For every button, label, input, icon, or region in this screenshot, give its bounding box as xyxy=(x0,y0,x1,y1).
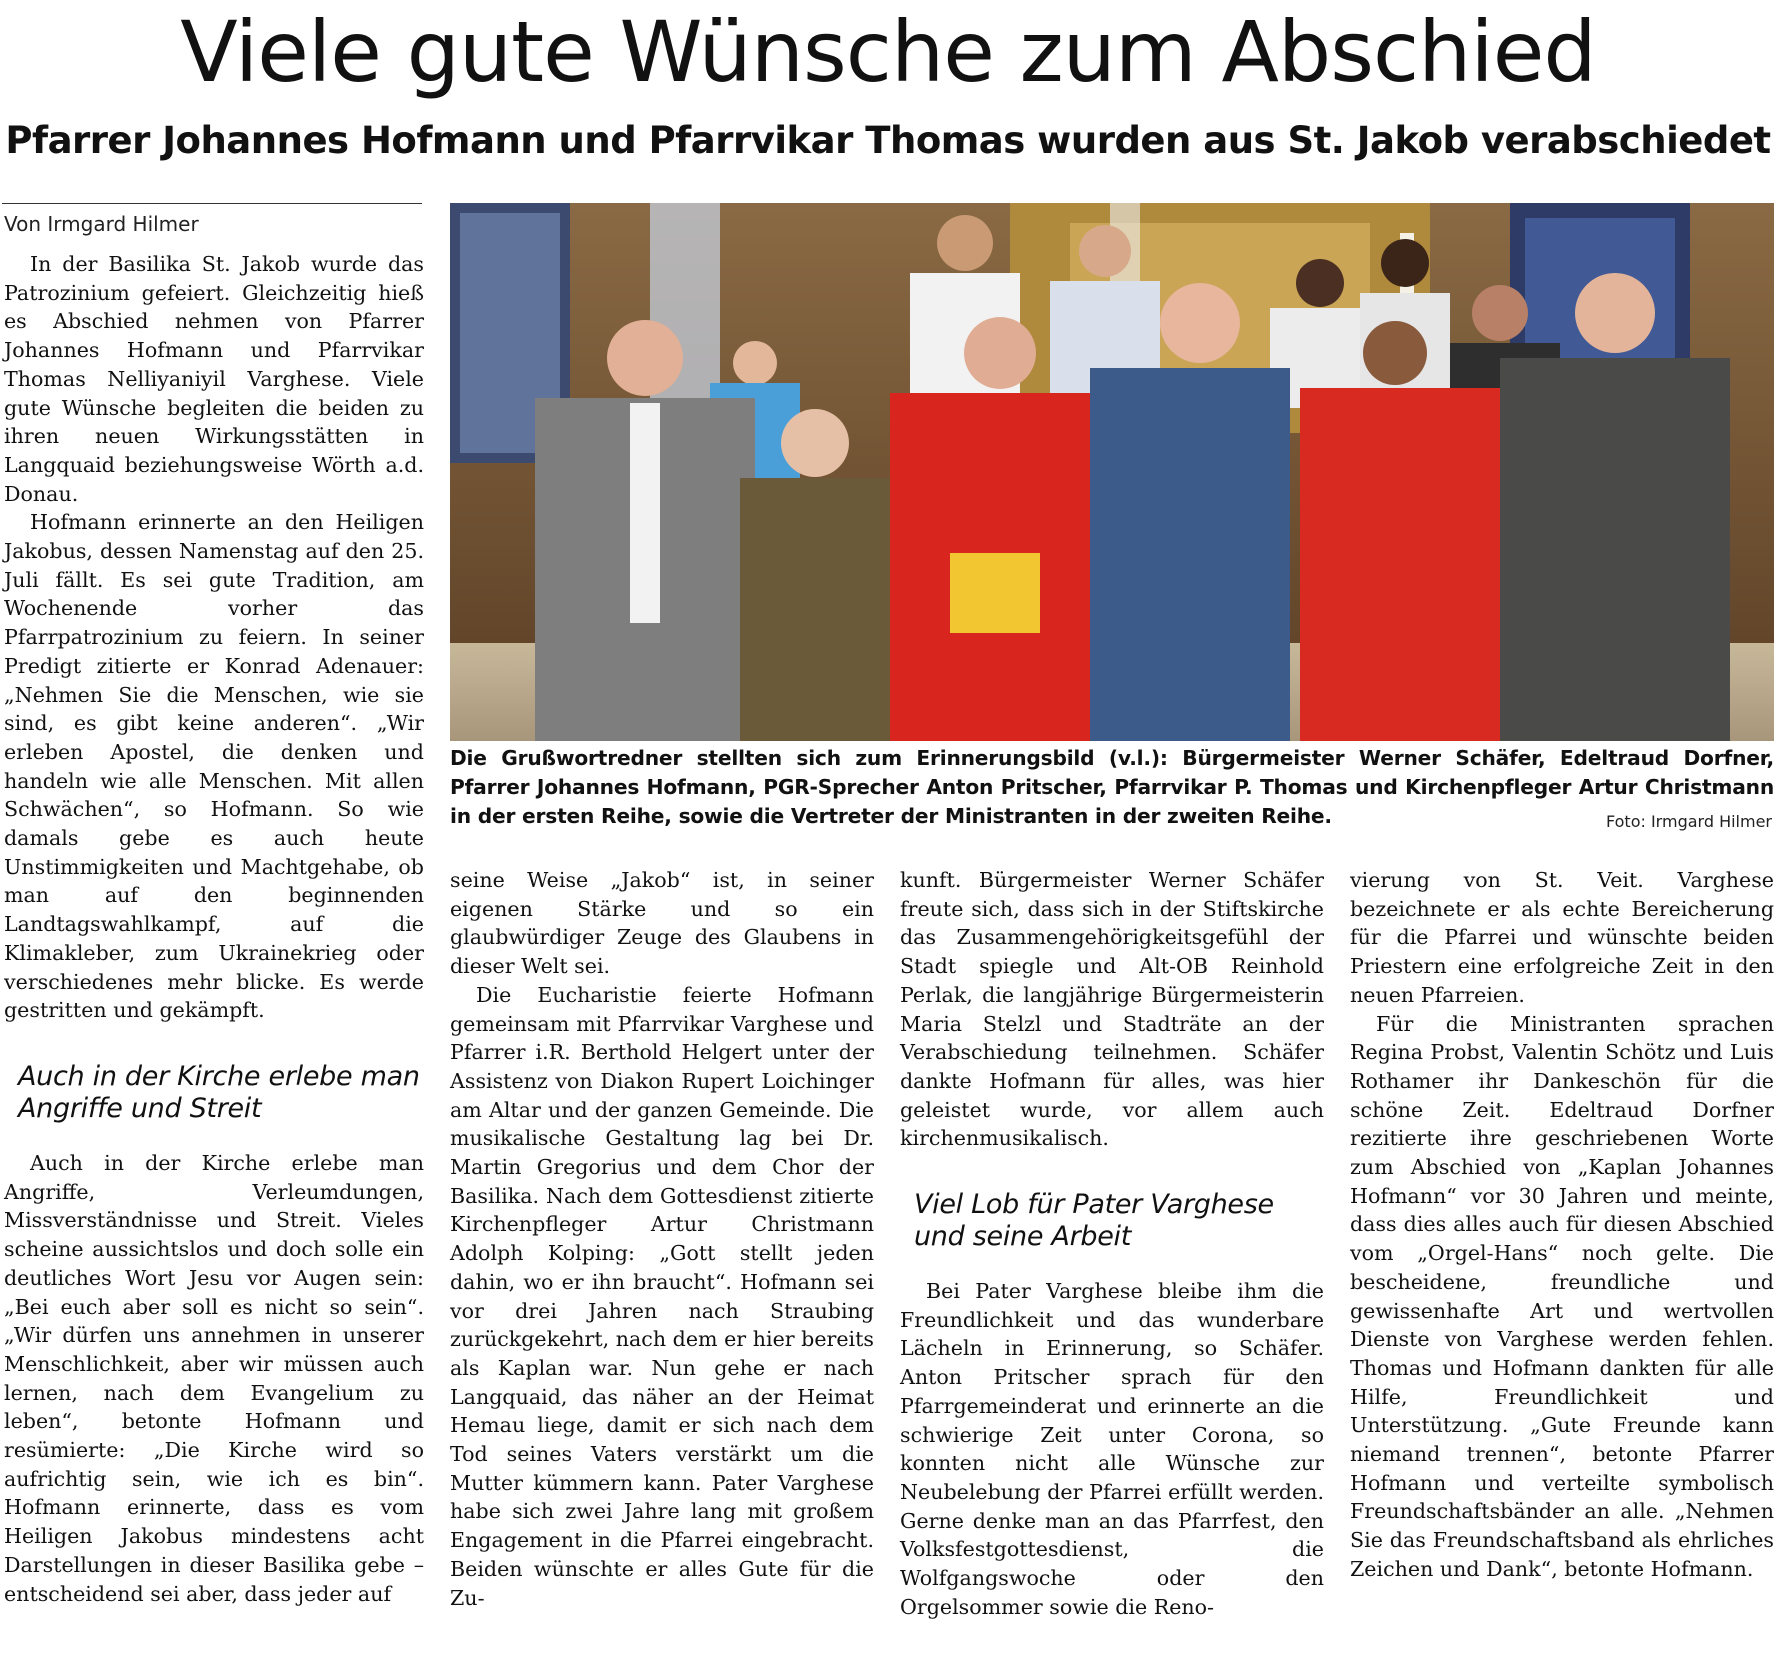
article-column-1 xyxy=(4,250,424,1608)
subheadline: Pfarrer Johannes Hofmann und Pfarrvikar Thomas wurden aus St. Jakob verabschiedet xyxy=(5,119,1771,162)
paragraph: Für die Ministranten sprachen Regina Probst, Valentin Schötz und Luis Rothamer ihr Dankeschön für die schöne Zeit. Edeltraud Dorfner rezitierte ihre geschriebenen Worte zum Abschied von „Kaplan Johannes Hofmann“ vor 30 Jahren und meinte, dass dies alles auch für diesen Abschied vom „Orgel-Hans“ noch gelte. Die bescheidene, freundliche und gewissenhafte Art und wertvollen Dienste von Varghese werden fehlen. Thomas und Hofmann dankten für alle Hilfe, Freundlichkeit und Unterstützung. „Gute Freunde kann niemand trennen“, betonte Pfarrer Hofmann und verteilte symbolisch Freundschaftsbänder an alle. „Nehmen Sie das Freundschaftsband als ehrliches Zeichen und Dank“, betonte Hofmann. xyxy=(1350,1011,1774,1581)
group-photo xyxy=(450,203,1774,741)
paragraph: In der Basilika St. Jakob wurde das Patrozinium gefeiert. Gleichzeitig hieß es Abschied nehmen von Pfarrer Johannes Hofmann und Pfarrvikar Thomas Nelliyaniyil Varghese. Viele gute Wünsche begleiten die beiden zu ihren neuen Wirkungsstätten in Langquaid beziehungsweise Wörth a.d. Donau. xyxy=(4,252,424,506)
article-column-2 xyxy=(450,866,874,1612)
paragraph: seine Weise „Jakob“ ist, in seiner eigenen Stärke und so ein glaubwürdiger Zeuge des Glaubens in dieser Welt sei. xyxy=(450,868,874,979)
paragraph: Hofmann erinnerte an den Heiligen Jakobus, dessen Namenstag auf den 25. Juli fällt. Es sei gute Tradition, am Wochenende vorher das Pfarrpatrozinium zu feiern. In seiner Predigt zitierte er Konrad Adenauer: „Nehmen Sie die Menschen, wie sie sind, es gibt keine anderen“. „Wir erleben Apostel, die denken und handeln wie alle Menschen. Mit allen Schwächen“, so Hofmann. So wie damals gebe es auch heute Unstimmigkeiten und Machtgehabe, ob man auf den beginnenden Landtagswahlkampf, auf die Klimakleber, zum Ukrainekrieg oder verschiedenes mehr blicke. Es werde gestritten und gekämpft. xyxy=(4,510,424,1023)
byline-rule xyxy=(2,203,422,204)
paragraph: vierung von St. Veit. Varghese bezeichnete er als echte Bereicherung für die Pfarrei und wünschte beiden Priestern eine erfolgreiche Zeit in den neuen Pfarreien. xyxy=(1350,868,1774,1007)
paragraph: Bei Pater Varghese bleibe ihm die Freundlichkeit und das wunderbare Lächeln in Erinnerung, so Schäfer. Anton Pritscher sprach für den Pfarrgemeinderat und erinnerte an die schwierige Zeit unter Corona, so konnten nicht alle Wünsche zur Neubelebung der Pfarrei erfüllt werden. Gerne denke man an das Pfarrfest, den Volksfestgottesdienst, die Wolfgangswoche oder den Orgelsommer sowie die Reno- xyxy=(900,1279,1324,1619)
article-column-4 xyxy=(1350,866,1774,1584)
headline: Viele gute Wünsche zum Abschied xyxy=(180,3,1596,101)
section-subhead: Viel Lob für Pater Varghese und seine Arbeit xyxy=(914,1189,1274,1253)
photo-caption: Die Grußwortredner stellten sich zum Erinnerungsbild (v.l.): Bürgermeister Werner Schäfer, Edeltraud Dorfner, Pfarrer Johannes Hofmann, PGR-Sprecher Anton Pritscher, Pfarrvikar P. Thomas und Kirchenpfleger Artur Christmann in der ersten Reihe, sowie die Vertreter der Ministranten in der zweiten Reihe. xyxy=(450,746,1774,828)
byline: Von Irmgard Hilmer xyxy=(4,212,199,236)
photo-credit: Foto: Irmgard Hilmer xyxy=(1606,812,1772,831)
paragraph: Auch in der Kirche erlebe man Angriffe, Verleumdungen, Missverständnisse und Streit. Vieles scheine aussichtslos und doch solle ein deutliches Wort Jesu vor Augen sein: „Bei euch aber soll es nicht so sein“. „Wir dürfen uns annehmen in unserer Menschlichkeit, aber wir müssen auch lernen, nach dem Evangelium zu leben“, betonte Hofmann und resümierte: „Die Kirche wird so aufrichtig sein, wie ich es bin“. Hofmann erinnerte, dass es vom Heiligen Jakobus mindestens acht Darstellungen in dieser Basilika gebe – entscheidend sei aber, dass jeder auf xyxy=(4,1150,424,1606)
section-subhead: Auch in der Kirche erlebe man Angriffe und Streit xyxy=(18,1060,420,1124)
paragraph: kunft. Bürgermeister Werner Schäfer freute sich, dass sich in der Stiftskirche das Zusammengehörigkeitsgefühl der Stadt spiegle und Alt-OB Reinhold Perlak, die langjährige Bürgermeisterin Maria Stelzl und Stadträte an der Verabschiedung teilnehmen. Schäfer dankte Hofmann für alles, was hier geleistet wurde, vor allem auch kirchenmusikalisch. xyxy=(900,868,1324,1151)
paragraph: Die Eucharistie feierte Hofmann gemeinsam mit Pfarrvikar Varghese und Pfarrer i.R. Berthold Helgert unter der Assistenz von Diakon Rupert Loichinger am Altar und der ganzen Gemeinde. Die musikalische Gestaltung lag bei Dr. Martin Gregorius und dem Chor der Basilika. Nach dem Gottesdienst zitierte Kirchenpfleger Artur Christmann Adolph Kolping: „Gott stellt jeden dahin, wo er ihn braucht“. Hofmann sei vor drei Jahren nach Straubing zurückgekehrt, nach dem er hier bereits als Kaplan war. Nun gehe er nach Langquaid, das näher an der Heimat Hemau liege, damit er sich nach dem Tod seines Vaters verstärkt um die Mutter kümmern kann. Pater Varghese habe sich zwei Jahre lang mit großem Engagement in die Pfarrei eingebracht. Beiden wünschte er alles Gute für die Zu- xyxy=(450,982,874,1610)
article-column-3 xyxy=(900,866,1324,1621)
